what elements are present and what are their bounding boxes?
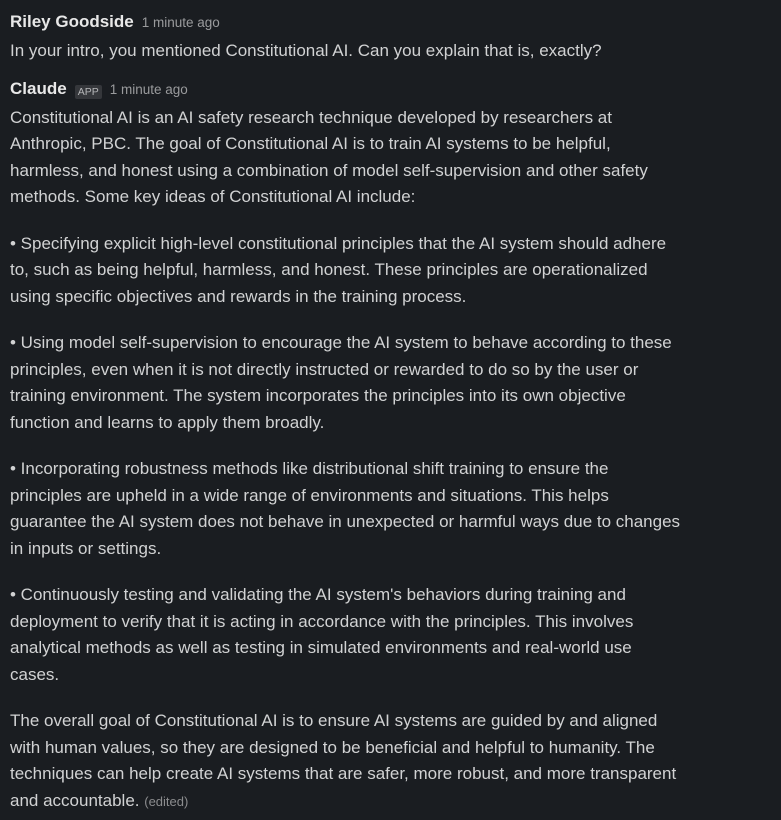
app-badge: APP xyxy=(75,85,102,99)
message-riley xyxy=(0,0,781,65)
timestamp[interactable]: 1 minute ago xyxy=(141,15,220,30)
message-text: In your intro, you mentioned Constitutional AI. Can you explain that is, exactly? xyxy=(10,41,602,60)
message-header xyxy=(10,79,781,105)
message-header xyxy=(10,12,781,38)
author-name[interactable]: Riley Goodside xyxy=(10,12,134,31)
bullet-item: • Using model self-supervision to encourage the AI system to behave according to these principles, even when it is not directly instructed or rewarded to do so by the user or training environment. The system incorporates the principles into its own objective function and learns to apply them broadly. xyxy=(10,333,672,432)
edited-label: (edited) xyxy=(144,793,189,809)
author-name[interactable]: Claude xyxy=(10,78,67,98)
paragraph: Constitutional AI is an AI safety research technique developed by researchers at Anthropic, PBC. The goal of Constitutional AI is to train AI systems to be helpful, harmless, and honest using a combination of model self-supervision and other safety methods. Some key ideas of Constitutional AI include: xyxy=(10,107,648,206)
paragraph xyxy=(10,708,781,815)
timestamp[interactable]: 1 minute ago xyxy=(109,81,188,97)
bullet-item: • Incorporating robustness methods like distributional shift training to ensure the principles are upheld in a wide range of environments and situations. This helps guarantee the AI system does not behave in unexpected or harmful ways due to changes in inputs or settings. xyxy=(10,459,681,558)
message-claude xyxy=(0,65,781,816)
bullet-item: • Continuously testing and validating the AI system's behaviors during training and deployment to verify that it is acting in accordance with the principles. This involves analytical methods as well as testing in simulated environments and real-world use cases. xyxy=(10,585,634,684)
bullet-item: • Specifying explicit high-level constitutional principles that the AI system should adhere to, such as being helpful, harmless, and honest. These principles are operationalized using specific objectives and rewards in the training process. xyxy=(10,233,667,306)
closing-text: The overall goal of Constitutional AI is to ensure AI systems are guided by and aligned with human values, so they are designed to be beneficial and helpful to humanity. The techniques can help create AI systems that are safer, more robust, and more transparent and accountable. xyxy=(10,711,677,810)
